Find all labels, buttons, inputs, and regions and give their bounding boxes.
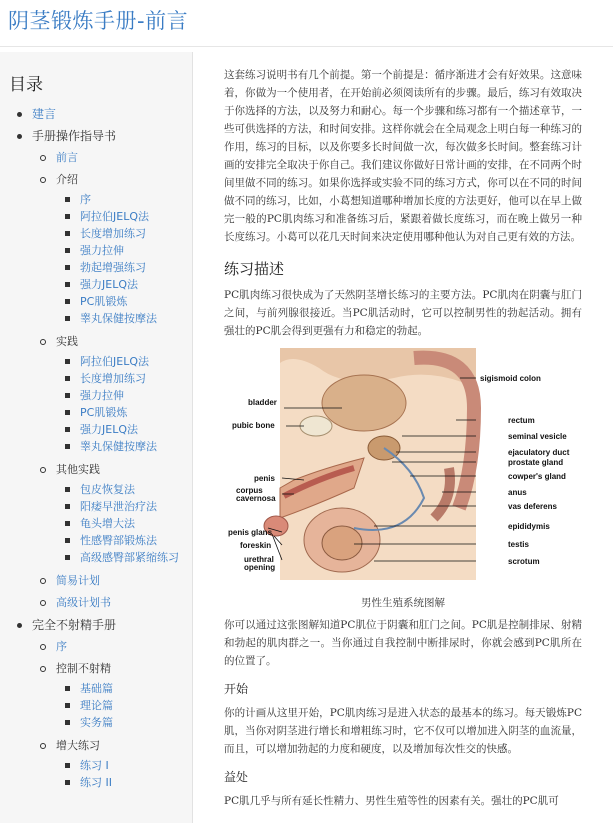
fig-label: foreskin [240, 541, 272, 550]
toc-subitem: 控制不射精 基础篇 理论篇 实务篇 [32, 658, 192, 731]
fig-label: penis [254, 474, 275, 483]
toc-subitem[interactable]: 高级计划书 [32, 592, 192, 614]
start-heading: 开始 [224, 682, 249, 696]
start-paragraph: 你的计画从这里开始，PC肌肉练习是进入状态的最基本的练习。每天锻炼PC肌，当你对阴茎进行增长和增粗练习时，它不仅可以增加进入阴茎的血流量，而且，可以增加勃起的力度和硬度，以及增加每次性交的快感。 [224, 707, 582, 755]
fig-label: bladder [248, 398, 277, 407]
fig-label: urethral [244, 555, 274, 564]
page-header [0, 0, 613, 47]
toc-link[interactable]: 高级感臀部紧缩练习 [56, 549, 192, 566]
toc-subitem: 介绍 序 阿拉伯JELQ法 长度增加练习 强力拉伸 勃起增强练习 强力JELQ法 PC肌锻炼 睾丸保健按摩法 [32, 169, 192, 327]
intro-paragraph: 这套练习说明书有几个前提。第一个前提是：循序渐进才会有好效果。这意味着，你做为一个使用者，在开始前必须阅读所有的步骤。最后，练习有效取决于你选择的方法，以及努力和耐心。每一个步骤和练习都有一个描述章节，一些可供选择的方法，和时间安排。这样你就会在全局观念上明白每一种练习的作用，练习的目标，以及你要多长时间做一次，每次做多长时间。整套练习计画的安排完全取决于你自己。我们建议你做好日常计画的安排，在不同两个时间里做不同的练习。如果你选择或实验不同的练习方式，你可以在不同的时间做不同的练习，比如，小葛想知道哪种增加长度的方法更好，他可以在早上做完一般的PC肌肉练习和准备练习后，紧跟着做长度练习，而在晚上做另一种长度练习。小葛可以花几天时间来决定使用哪种他认为对自己更有效的方法。 [224, 69, 582, 243]
fig-label: rectum [508, 416, 535, 425]
fig-label: vas deferens [508, 502, 557, 511]
section-heading: 练习描述 [224, 260, 285, 278]
fig-label: seminal vesicle [508, 432, 567, 441]
toc-link[interactable]: 睾丸保健按摩法 [56, 438, 192, 455]
toc-subitem: 其他实践 包皮恢复法 阳痿早泄治疗法 龟头增大法 性感臀部锻炼法 高级感臀部紧缩练习 [32, 459, 192, 566]
toc-link[interactable]: 强力JELQ法 [56, 276, 192, 293]
toc-subitem: 实践 阿拉伯JELQ法 长度增加练习 强力拉伸 PC肌锻炼 强力JELQ法 睾丸保健按摩法 [32, 331, 192, 455]
toc-subitem[interactable]: 前言 [32, 147, 192, 169]
toc-sidebar [0, 52, 193, 823]
fig-label: cavernosa [236, 494, 276, 503]
toc-link[interactable]: 阿拉伯JELQ法 [56, 353, 192, 370]
toc-link[interactable]: 强力拉伸 [56, 387, 192, 404]
fig-label: corpus [236, 486, 263, 495]
toc-link[interactable]: 包皮恢复法 [56, 481, 192, 498]
fig-label: opening [244, 563, 276, 572]
toc-link[interactable]: 实务篇 [56, 714, 192, 731]
toc-subitem: 增大练习 练习 I 练习 II [32, 735, 192, 791]
fig-label: anus [508, 488, 527, 497]
toc-item: 手册操作指导书 前言 介绍 序 阿拉伯JELQ法 长度增加练习 强力拉伸 勃起增强练习 强力JELQ法 PC肌锻炼 睾丸保健按摩法 实践 阿拉伯JELQ法 长度增加练习 强力拉伸 PC肌锻炼 强力JELQ法 睾丸保健按摩法 其他实践 包皮恢复法 阳痿早泄治疗法 龟头增大法 性感臀部锻炼法 高级感臀部紧缩练习 简易计划 高级计划书 [0, 125, 192, 614]
benefit-paragraph: PC肌几乎与所有延长性精力、男性生殖等性的因素有关。强壮的PC肌可 [224, 795, 559, 807]
fig-label: prostate gland [508, 458, 564, 467]
toc-link[interactable]: 练习 I [56, 757, 192, 774]
toc-link[interactable]: 强力拉伸 [56, 242, 192, 259]
fig-label: sigismoid colon [480, 374, 541, 383]
after-figure-paragraph: 你可以通过这张图解知道PC肌位于阴囊和肛门之间。PC肌是控制排尿、射精和勃起的肌肉群之一。当你通过自我控制中断排尿时，你就会感到PC肌所在的位置了。 [224, 619, 582, 667]
toc-item: 完全不射精手册 序 控制不射精 基础篇 理论篇 实务篇 增大练习 练习 I 练习 II [0, 614, 192, 791]
pc-paragraph: PC肌肉练习很快成为了天然阴茎增长练习的主要方法。PC肌肉在阴囊与肛门之间，与前列腺很接近。当PC肌活动时，它可以控制男性的勃起活动。拥有强壮的PC肌会得到更强有力和稳定的勃起。 [224, 289, 582, 337]
toc-link[interactable]: 理论篇 [56, 697, 192, 714]
fig-label: epididymis [508, 522, 550, 531]
toc-link[interactable]: 勃起增强练习 [56, 259, 192, 276]
page-title: 阴茎锻炼手册-前言 [8, 9, 189, 33]
toc-item[interactable]: 建言 [0, 103, 192, 125]
toc-link[interactable]: 序 [56, 191, 192, 208]
anatomy-diagram [224, 348, 582, 592]
toc-subitem[interactable]: 简易计划 [32, 570, 192, 592]
toc-link[interactable]: 长度增加练习 [56, 370, 192, 387]
toc-link[interactable]: 长度增加练习 [56, 225, 192, 242]
fig-label: cowper's gland [508, 472, 566, 481]
benefit-heading: 益处 [224, 770, 249, 784]
toc-link[interactable]: PC肌锻炼 [56, 293, 192, 310]
toc-link[interactable]: 练习 II [56, 774, 192, 791]
toc-link[interactable]: PC肌锻炼 [56, 404, 192, 421]
fig-label: pubic bone [232, 421, 275, 430]
fig-label: testis [508, 540, 529, 549]
toc-link[interactable]: 龟头增大法 [56, 515, 192, 532]
fig-label: scrotum [508, 557, 540, 566]
toc-link[interactable]: 阿拉伯JELQ法 [56, 208, 192, 225]
toc-link[interactable]: 性感臀部锻炼法 [56, 532, 192, 549]
article-content [224, 66, 582, 818]
fig-label: penis glans [228, 528, 273, 537]
figure-caption: 男性生殖系统图解 [361, 597, 445, 609]
toc-subitem[interactable]: 序 [32, 636, 192, 658]
toc-link[interactable]: 基础篇 [56, 680, 192, 697]
fig-label: ejaculatory duct [508, 448, 570, 457]
toc-link[interactable]: 阳痿早泄治疗法 [56, 498, 192, 515]
anatomy-figure [224, 348, 582, 592]
toc-link[interactable]: 睾丸保健按摩法 [56, 310, 192, 327]
toc-link[interactable]: 强力JELQ法 [56, 421, 192, 438]
toc-list [0, 103, 192, 791]
toc-title: 目录 [9, 75, 43, 95]
